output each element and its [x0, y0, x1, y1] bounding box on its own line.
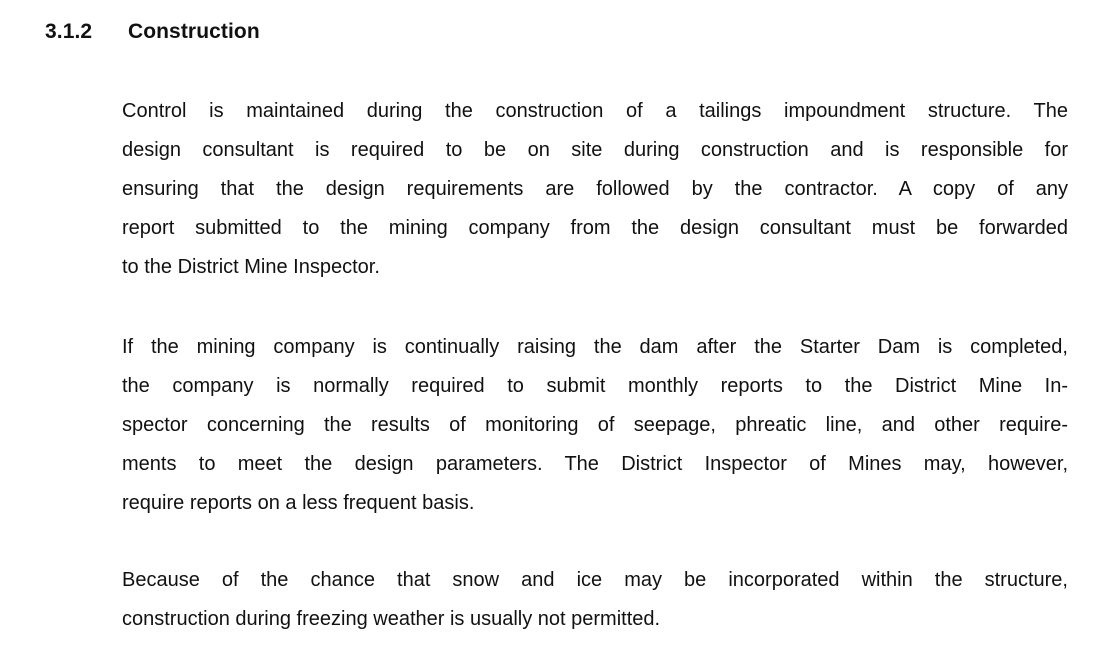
paragraph-line: ensuring that the design requirements are followed by the contractor. A copy of any — [122, 178, 1068, 200]
paragraph-line: Control is maintained during the construction of a tailings impoundment structure. The — [122, 100, 1068, 122]
paragraph-line: design consultant is required to be on site during construction and is responsible for — [122, 139, 1068, 161]
paragraph-construction-control — [122, 92, 1068, 287]
paragraph-line: report submitted to the mining company from the design consultant must be forwarded — [122, 217, 1068, 239]
paragraph-line: construction during freezing weather is usually not permitted. — [122, 608, 661, 630]
paragraph-line: spector concerning the results of monitoring of seepage, phreatic line, and other require- — [122, 414, 1068, 436]
paragraph-line: to the District Mine Inspector. — [122, 256, 380, 278]
paragraph-line: Because of the chance that snow and ice may be incorporated within the structure, — [122, 569, 1068, 591]
section-number: 3.1.2 — [45, 20, 93, 43]
paragraph-freezing-weather — [122, 561, 1068, 639]
section-heading — [45, 20, 260, 44]
paragraph-monthly-reports — [122, 328, 1068, 523]
paragraph-line: If the mining company is continually raising the dam after the Starter Dam is completed, — [122, 336, 1068, 358]
paragraph-line: require reports on a less frequent basis. — [122, 492, 475, 514]
section-title: Construction — [127, 20, 260, 43]
paragraph-line: the company is normally required to submit monthly reports to the District Mine In- — [122, 375, 1068, 397]
paragraph-line: ments to meet the design parameters. The District Inspector of Mines may, however, — [122, 453, 1068, 475]
